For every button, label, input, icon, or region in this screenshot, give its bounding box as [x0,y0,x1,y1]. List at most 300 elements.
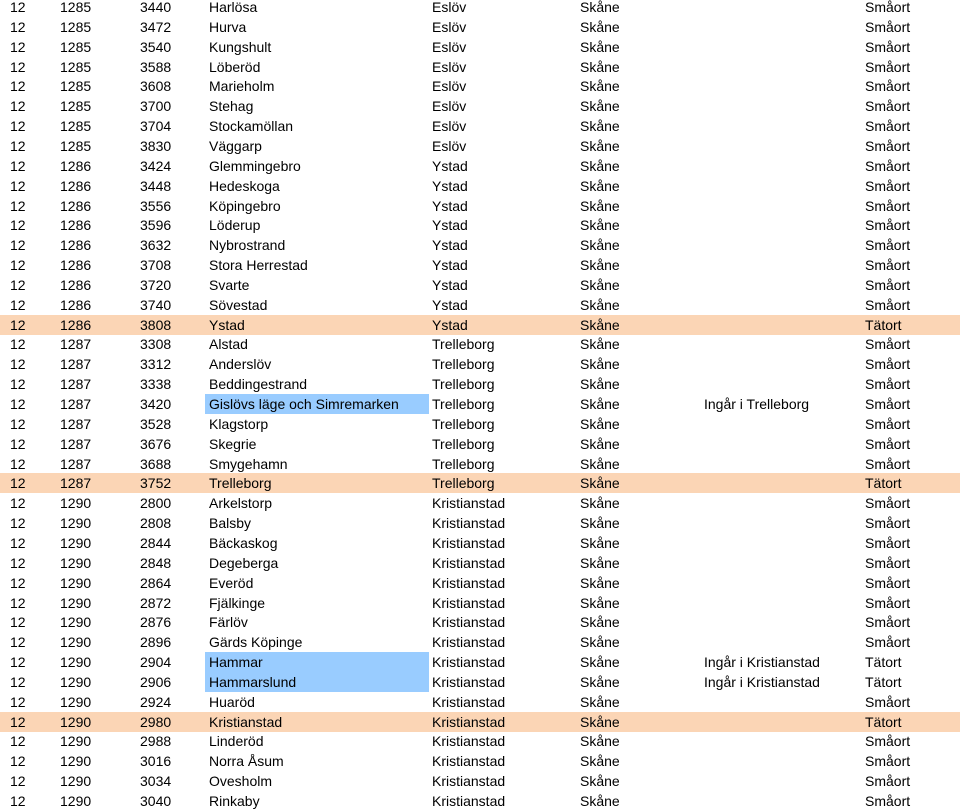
cell-municipality[interactable]: Trelleborg [432,415,495,432]
cell-county[interactable]: Skåne [580,157,620,174]
cell-county[interactable]: Skåne [580,177,620,194]
cell-note[interactable] [704,255,854,275]
cell-note[interactable] [704,692,854,712]
cell-county[interactable]: Skåne [580,554,620,571]
cell-municipality[interactable]: Ystad [432,276,468,293]
cell-locality-type[interactable]: Småort [865,495,911,512]
cell-municipality[interactable]: Trelleborg [432,475,495,492]
cell-col-b[interactable]: 1285 [60,58,92,75]
cell-col-b[interactable]: 1286 [60,217,92,234]
cell-col-c[interactable]: 3424 [140,157,172,174]
cell-note[interactable] [704,295,854,315]
cell-col-c[interactable]: 3338 [140,376,172,393]
cell-col-b[interactable]: 1290 [60,693,92,710]
cell-note[interactable] [704,0,854,17]
cell-note[interactable] [704,473,854,493]
cell-col-a[interactable]: 12 [10,713,26,730]
cell-note[interactable] [704,454,854,474]
cell-municipality[interactable]: Kristianstad [432,495,506,512]
cell-col-a[interactable]: 12 [10,793,26,809]
cell-municipality[interactable]: Kristianstad [432,554,506,571]
cell-note[interactable] [704,513,854,533]
cell-note[interactable] [704,593,854,613]
cell-place-name[interactable]: Gärds Köpinge [209,634,303,651]
cell-col-a[interactable]: 12 [10,773,26,790]
cell-col-a[interactable]: 12 [10,515,26,532]
cell-col-a[interactable]: 12 [10,0,26,15]
cell-place-name[interactable]: Hedeskoga [209,177,280,194]
cell-col-b[interactable]: 1286 [60,237,92,254]
cell-col-c[interactable]: 2876 [140,614,172,631]
cell-municipality[interactable]: Kristianstad [432,673,506,690]
cell-municipality[interactable]: Kristianstad [432,793,506,809]
cell-county[interactable]: Skåne [580,455,620,472]
cell-locality-type[interactable]: Tätort [865,713,902,730]
cell-col-a[interactable]: 12 [10,534,26,551]
cell-col-c[interactable]: 3830 [140,137,172,154]
cell-col-a[interactable]: 12 [10,376,26,393]
cell-place-name[interactable]: Ystad [209,316,245,333]
cell-place-name[interactable]: Köpingebro [209,197,281,214]
cell-col-c[interactable]: 3632 [140,237,172,254]
cell-col-c[interactable]: 2864 [140,574,172,591]
cell-col-b[interactable]: 1285 [60,78,92,95]
cell-note[interactable] [704,771,854,791]
cell-col-b[interactable]: 1286 [60,157,92,174]
cell-note[interactable] [704,37,854,57]
cell-note[interactable] [704,731,854,751]
cell-place-name[interactable]: Hammar [205,652,429,672]
cell-locality-type[interactable]: Småort [865,336,911,353]
cell-col-a[interactable]: 12 [10,634,26,651]
cell-col-c[interactable]: 3676 [140,435,172,452]
cell-county[interactable]: Skåne [580,0,620,15]
cell-county[interactable]: Skåne [580,693,620,710]
cell-county[interactable]: Skåne [580,356,620,373]
cell-col-c[interactable]: 3596 [140,217,172,234]
cell-locality-type[interactable]: Småort [865,237,911,254]
cell-locality-type[interactable]: Tätort [865,673,902,690]
cell-col-a[interactable]: 12 [10,276,26,293]
cell-municipality[interactable]: Ystad [432,237,468,254]
cell-place-name[interactable]: Sövestad [209,296,268,313]
cell-county[interactable]: Skåne [580,316,620,333]
cell-col-b[interactable]: 1290 [60,654,92,671]
cell-county[interactable]: Skåne [580,257,620,274]
cell-locality-type[interactable]: Småort [865,118,911,135]
cell-county[interactable]: Skåne [580,118,620,135]
cell-col-c[interactable]: 2800 [140,495,172,512]
cell-locality-type[interactable]: Småort [865,177,911,194]
cell-municipality[interactable]: Eslöv [432,118,467,135]
cell-municipality[interactable]: Kristianstad [432,773,506,790]
cell-note[interactable] [704,553,854,573]
cell-place-name[interactable]: Rinkaby [209,793,260,809]
cell-place-name[interactable]: Hammarslund [205,672,429,692]
cell-county[interactable]: Skåne [580,495,620,512]
cell-col-a[interactable]: 12 [10,415,26,432]
cell-col-c[interactable]: 2872 [140,594,172,611]
cell-locality-type[interactable]: Småort [865,157,911,174]
cell-locality-type[interactable]: Småort [865,58,911,75]
cell-col-b[interactable]: 1286 [60,276,92,293]
cell-place-name[interactable]: Ovesholm [209,773,273,790]
cell-col-b[interactable]: 1290 [60,793,92,809]
cell-place-name[interactable]: Beddingestrand [209,376,308,393]
cell-place-name[interactable]: Bäckaskog [209,534,278,551]
cell-col-b[interactable]: 1285 [60,98,92,115]
cell-col-a[interactable]: 12 [10,177,26,194]
cell-locality-type[interactable]: Småort [865,515,911,532]
cell-col-a[interactable]: 12 [10,475,26,492]
cell-county[interactable]: Skåne [580,197,620,214]
cell-municipality[interactable]: Eslöv [432,18,467,35]
cell-county[interactable]: Skåne [580,38,620,55]
cell-note[interactable] [704,612,854,632]
cell-locality-type[interactable]: Småort [865,793,911,809]
cell-place-name[interactable]: Nybrostrand [209,237,286,254]
cell-col-c[interactable]: 3528 [140,415,172,432]
cell-locality-type[interactable]: Småort [865,78,911,95]
cell-place-name[interactable]: Balsby [209,515,252,532]
cell-col-a[interactable]: 12 [10,594,26,611]
cell-col-a[interactable]: 12 [10,455,26,472]
cell-note[interactable] [704,493,854,513]
cell-municipality[interactable]: Kristianstad [432,654,506,671]
cell-note[interactable] [704,96,854,116]
cell-col-a[interactable]: 12 [10,554,26,571]
cell-place-name[interactable]: Harlösa [209,0,258,15]
cell-locality-type[interactable]: Småort [865,376,911,393]
cell-col-a[interactable]: 12 [10,614,26,631]
cell-place-name[interactable]: Gislövs läge och Simremarken [205,394,429,414]
cell-note[interactable]: Ingår i Kristianstad [704,673,820,690]
cell-col-c[interactable]: 3720 [140,276,172,293]
cell-note[interactable]: Ingår i Trelleborg [704,396,810,412]
cell-col-c[interactable]: 3708 [140,257,172,274]
cell-col-a[interactable]: 12 [10,237,26,254]
cell-locality-type[interactable]: Småort [865,455,911,472]
cell-municipality[interactable]: Eslöv [432,38,467,55]
cell-col-c[interactable]: 2904 [140,654,172,671]
cell-municipality[interactable]: Trelleborg [432,336,495,353]
cell-col-b[interactable]: 1285 [60,18,92,35]
cell-county[interactable]: Skåne [580,18,620,35]
cell-place-name[interactable]: Skegrie [209,435,257,452]
cell-place-name[interactable]: Linderöd [209,733,264,750]
cell-municipality[interactable]: Eslöv [432,0,467,15]
cell-note[interactable] [704,334,854,354]
cell-municipality[interactable]: Kristianstad [432,693,506,710]
cell-locality-type[interactable]: Småort [865,18,911,35]
cell-county[interactable]: Skåne [580,376,620,393]
cell-place-name[interactable]: Kristianstad [209,713,283,730]
cell-col-a[interactable]: 12 [10,78,26,95]
cell-county[interactable]: Skåne [580,217,620,234]
cell-place-name[interactable]: Degeberga [209,554,279,571]
cell-municipality[interactable]: Eslöv [432,58,467,75]
cell-place-name[interactable]: Norra Åsum [209,753,284,770]
cell-col-a[interactable]: 12 [10,137,26,154]
cell-county[interactable]: Skåne [580,515,620,532]
cell-col-a[interactable]: 12 [10,336,26,353]
cell-col-b[interactable]: 1287 [60,376,92,393]
cell-municipality[interactable]: Kristianstad [432,614,506,631]
cell-locality-type[interactable]: Småort [865,276,911,293]
cell-municipality[interactable]: Trelleborg [432,376,495,393]
cell-col-c[interactable]: 3034 [140,773,172,790]
cell-note[interactable] [704,215,854,235]
cell-note[interactable] [704,176,854,196]
cell-place-name[interactable]: Alstad [209,336,248,353]
cell-locality-type[interactable]: Småort [865,0,911,15]
cell-county[interactable]: Skåne [580,574,620,591]
cell-col-c[interactable]: 3608 [140,78,172,95]
cell-place-name[interactable]: Stehag [209,98,254,115]
cell-locality-type[interactable]: Tätort [865,654,902,671]
cell-col-b[interactable]: 1287 [60,396,92,412]
cell-place-name[interactable]: Löberöd [209,58,261,75]
cell-col-b[interactable]: 1286 [60,177,92,194]
cell-col-b[interactable]: 1290 [60,673,92,690]
cell-col-c[interactable]: 3016 [140,753,172,770]
cell-place-name[interactable]: Arkelstorp [209,495,273,512]
cell-locality-type[interactable]: Småort [865,98,911,115]
cell-county[interactable]: Skåne [580,673,620,690]
cell-locality-type[interactable]: Småort [865,415,911,432]
cell-locality-type[interactable]: Småort [865,396,911,412]
cell-col-c[interactable]: 3420 [140,396,172,412]
cell-col-c[interactable]: 3448 [140,177,172,194]
cell-col-a[interactable]: 12 [10,753,26,770]
cell-municipality[interactable]: Kristianstad [432,713,506,730]
cell-place-name[interactable]: Kungshult [209,38,272,55]
cell-note[interactable] [704,533,854,553]
cell-col-a[interactable]: 12 [10,673,26,690]
cell-place-name[interactable]: Everöd [209,574,254,591]
cell-place-name[interactable]: Glemmingebro [209,157,301,174]
cell-locality-type[interactable]: Småort [865,614,911,631]
cell-place-name[interactable]: Väggarp [209,137,262,154]
cell-municipality[interactable]: Kristianstad [432,534,506,551]
cell-col-c[interactable]: 3704 [140,118,172,135]
cell-col-a[interactable]: 12 [10,58,26,75]
cell-county[interactable]: Skåne [580,614,620,631]
cell-col-c[interactable]: 3740 [140,296,172,313]
cell-municipality[interactable]: Trelleborg [432,455,495,472]
cell-county[interactable]: Skåne [580,396,620,412]
cell-locality-type[interactable]: Småort [865,753,911,770]
cell-note[interactable] [704,751,854,771]
cell-locality-type[interactable]: Småort [865,217,911,234]
cell-col-a[interactable]: 12 [10,654,26,671]
cell-col-c[interactable]: 3688 [140,455,172,472]
cell-col-b[interactable]: 1290 [60,594,92,611]
cell-col-a[interactable]: 12 [10,396,26,412]
cell-locality-type[interactable]: Småort [865,356,911,373]
cell-county[interactable]: Skåne [580,435,620,452]
cell-locality-type[interactable]: Småort [865,137,911,154]
cell-county[interactable]: Skåne [580,793,620,809]
cell-municipality[interactable]: Kristianstad [432,574,506,591]
cell-note[interactable] [704,712,854,732]
cell-note[interactable] [704,434,854,454]
cell-col-a[interactable]: 12 [10,574,26,591]
cell-col-c[interactable]: 3752 [140,475,172,492]
cell-county[interactable]: Skåne [580,534,620,551]
cell-col-b[interactable]: 1290 [60,773,92,790]
cell-county[interactable]: Skåne [580,237,620,254]
cell-col-b[interactable]: 1290 [60,534,92,551]
cell-municipality[interactable]: Ystad [432,257,468,274]
cell-note[interactable] [704,374,854,394]
cell-col-a[interactable]: 12 [10,257,26,274]
cell-col-b[interactable]: 1285 [60,38,92,55]
cell-locality-type[interactable]: Småort [865,435,911,452]
cell-municipality[interactable]: Eslöv [432,98,467,115]
cell-note[interactable] [704,196,854,216]
cell-col-c[interactable]: 2906 [140,673,172,690]
cell-municipality[interactable]: Ystad [432,197,468,214]
cell-note[interactable] [704,275,854,295]
cell-col-c[interactable]: 3808 [140,316,172,333]
cell-col-b[interactable]: 1286 [60,257,92,274]
cell-col-a[interactable]: 12 [10,38,26,55]
cell-note[interactable] [704,57,854,77]
cell-county[interactable]: Skåne [580,753,620,770]
cell-county[interactable]: Skåne [580,594,620,611]
cell-note[interactable] [704,573,854,593]
cell-note[interactable] [704,791,854,811]
cell-col-a[interactable]: 12 [10,435,26,452]
cell-municipality[interactable]: Ystad [432,316,468,333]
cell-col-b[interactable]: 1290 [60,753,92,770]
cell-col-a[interactable]: 12 [10,157,26,174]
cell-county[interactable]: Skåne [580,713,620,730]
cell-col-b[interactable]: 1290 [60,614,92,631]
cell-col-c[interactable]: 2808 [140,515,172,532]
cell-col-c[interactable]: 3312 [140,356,172,373]
cell-col-c[interactable]: 3472 [140,18,172,35]
cell-col-a[interactable]: 12 [10,733,26,750]
cell-note[interactable] [704,315,854,335]
cell-place-name[interactable]: Löderup [209,217,261,234]
cell-municipality[interactable]: Trelleborg [432,435,495,452]
cell-place-name[interactable]: Stockamöllan [209,118,294,135]
cell-col-b[interactable]: 1290 [60,634,92,651]
cell-note[interactable]: Ingår i Kristianstad [704,654,820,671]
cell-col-a[interactable]: 12 [10,693,26,710]
cell-col-b[interactable]: 1287 [60,415,92,432]
cell-col-c[interactable]: 2848 [140,554,172,571]
cell-county[interactable]: Skåne [580,137,620,154]
cell-municipality[interactable]: Ystad [432,296,468,313]
cell-county[interactable]: Skåne [580,415,620,432]
cell-locality-type[interactable]: Småort [865,197,911,214]
cell-col-a[interactable]: 12 [10,197,26,214]
cell-locality-type[interactable]: Småort [865,773,911,790]
cell-note[interactable] [704,136,854,156]
cell-place-name[interactable]: Hurva [209,18,247,35]
cell-municipality[interactable]: Kristianstad [432,733,506,750]
cell-county[interactable]: Skåne [580,98,620,115]
cell-municipality[interactable]: Kristianstad [432,753,506,770]
cell-locality-type[interactable]: Småort [865,296,911,313]
cell-locality-type[interactable]: Tätort [865,475,902,492]
cell-county[interactable]: Skåne [580,773,620,790]
cell-place-name[interactable]: Anderslöv [209,356,272,373]
cell-col-b[interactable]: 1285 [60,118,92,135]
cell-col-a[interactable]: 12 [10,495,26,512]
cell-locality-type[interactable]: Småort [865,634,911,651]
cell-col-b[interactable]: 1290 [60,733,92,750]
cell-col-a[interactable]: 12 [10,217,26,234]
cell-locality-type[interactable]: Tätort [865,316,902,333]
cell-county[interactable]: Skåne [580,475,620,492]
cell-col-b[interactable]: 1290 [60,495,92,512]
cell-col-a[interactable]: 12 [10,296,26,313]
cell-place-name[interactable]: Svarte [209,276,250,293]
cell-place-name[interactable]: Huaröd [209,693,255,710]
cell-col-c[interactable]: 3440 [140,0,172,15]
cell-municipality[interactable]: Ystad [432,177,468,194]
cell-place-name[interactable]: Fjälkinge [209,594,266,611]
cell-col-c[interactable]: 3700 [140,98,172,115]
cell-county[interactable]: Skåne [580,78,620,95]
cell-locality-type[interactable]: Småort [865,554,911,571]
cell-col-c[interactable]: 2924 [140,693,172,710]
cell-col-a[interactable]: 12 [10,118,26,135]
cell-col-b[interactable]: 1286 [60,296,92,313]
cell-municipality[interactable]: Kristianstad [432,515,506,532]
cell-municipality[interactable]: Kristianstad [432,634,506,651]
cell-col-b[interactable]: 1287 [60,336,92,353]
cell-locality-type[interactable]: Småort [865,574,911,591]
cell-county[interactable]: Skåne [580,58,620,75]
cell-municipality[interactable]: Ystad [432,217,468,234]
cell-municipality[interactable]: Trelleborg [432,356,495,373]
cell-col-c[interactable]: 2980 [140,713,172,730]
cell-col-c[interactable]: 2988 [140,733,172,750]
cell-col-b[interactable]: 1287 [60,455,92,472]
cell-col-b[interactable]: 1290 [60,574,92,591]
cell-col-c[interactable]: 3540 [140,38,172,55]
cell-county[interactable]: Skåne [580,733,620,750]
cell-locality-type[interactable]: Småort [865,693,911,710]
cell-col-b[interactable]: 1286 [60,316,92,333]
cell-col-b[interactable]: 1287 [60,475,92,492]
cell-col-a[interactable]: 12 [10,316,26,333]
cell-col-c[interactable]: 2896 [140,634,172,651]
cell-county[interactable]: Skåne [580,654,620,671]
cell-col-b[interactable]: 1285 [60,137,92,154]
cell-note[interactable] [704,632,854,652]
cell-col-c[interactable]: 2844 [140,534,172,551]
cell-note[interactable] [704,76,854,96]
cell-place-name[interactable]: Stora Herrestad [209,257,308,274]
cell-col-b[interactable]: 1287 [60,356,92,373]
cell-col-c[interactable]: 3308 [140,336,172,353]
cell-col-b[interactable]: 1290 [60,713,92,730]
cell-col-b[interactable]: 1285 [60,0,92,15]
cell-col-a[interactable]: 12 [10,98,26,115]
cell-municipality[interactable]: Trelleborg [432,396,495,412]
cell-note[interactable] [704,17,854,37]
cell-note[interactable] [704,156,854,176]
cell-col-c[interactable]: 3556 [140,197,172,214]
cell-place-name[interactable]: Trelleborg [209,475,272,492]
cell-municipality[interactable]: Kristianstad [432,594,506,611]
